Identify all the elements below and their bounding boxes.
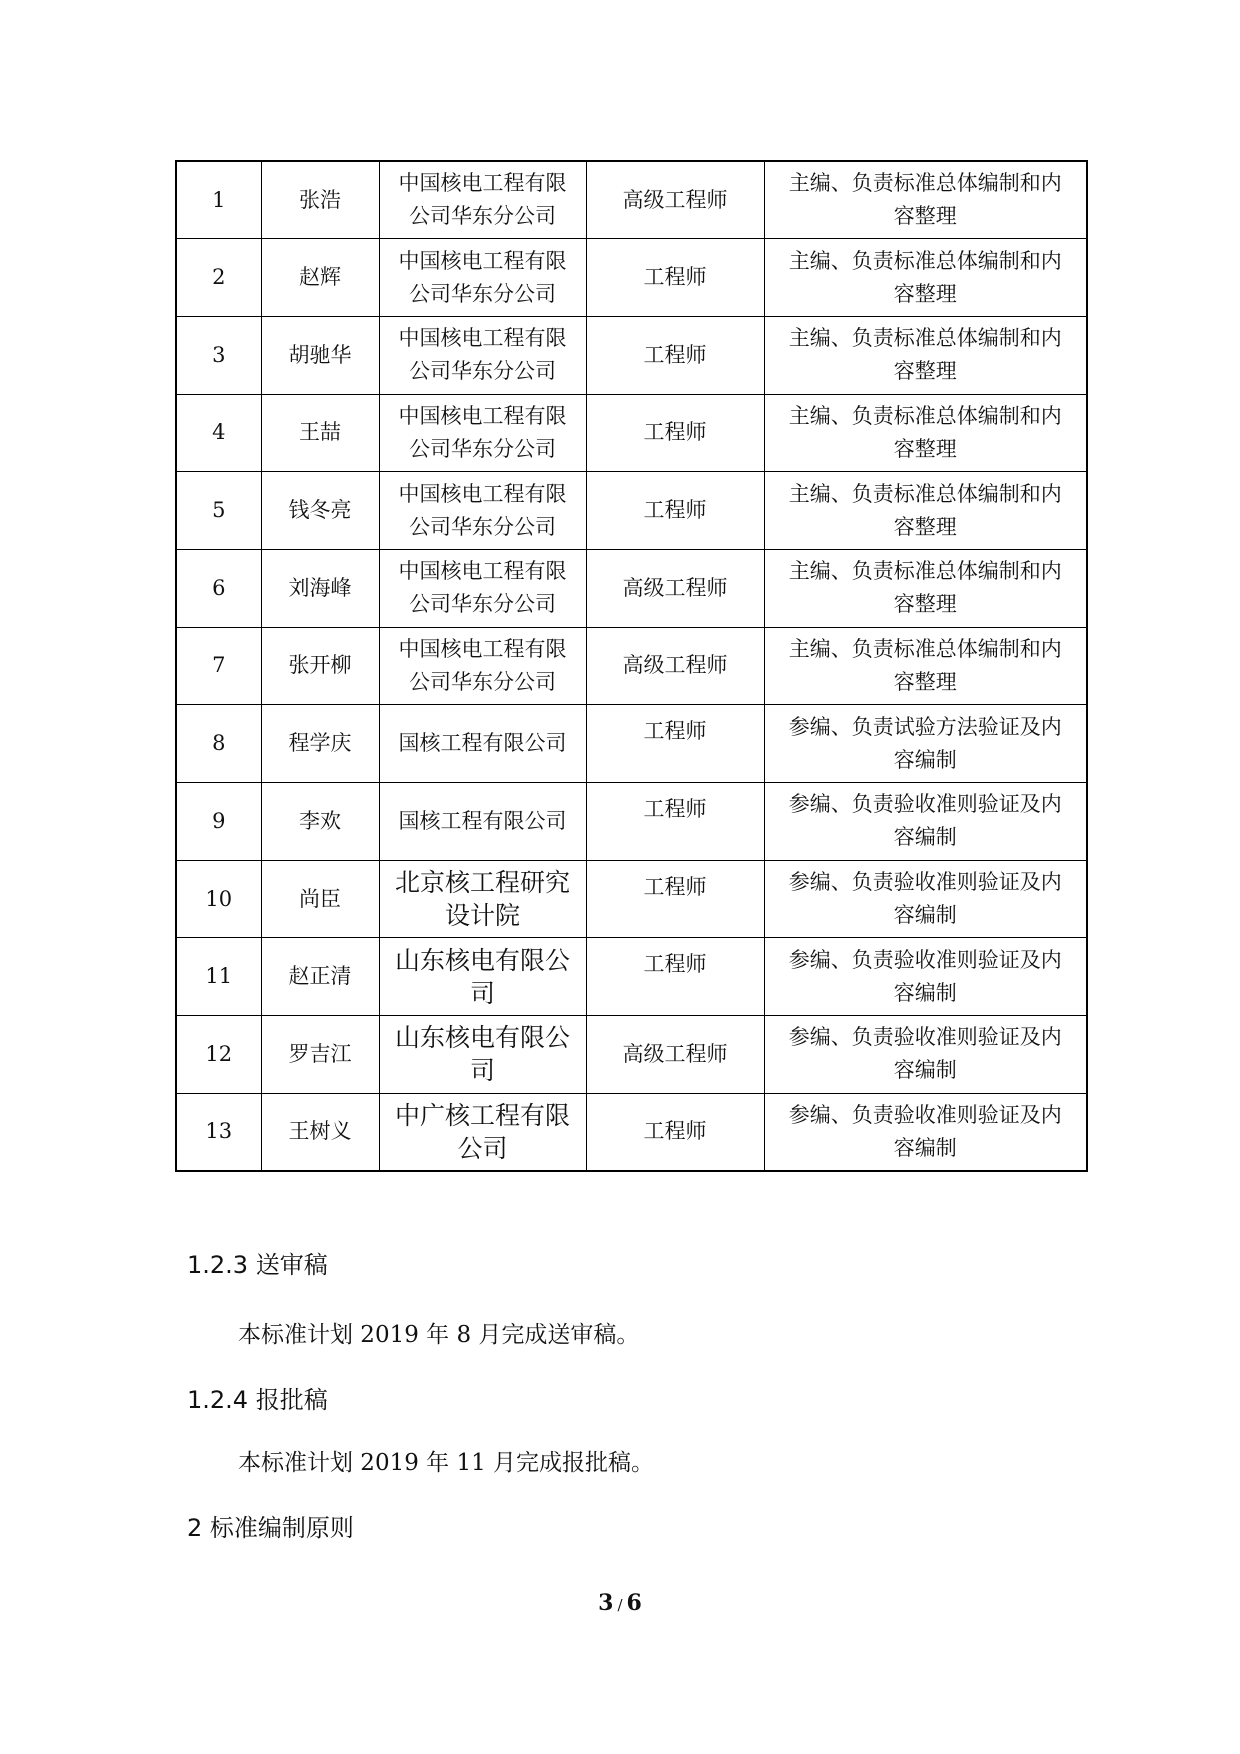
- cell-serial-number: [176, 549, 261, 627]
- job-title-text: 工程师: [643, 498, 707, 523]
- organization-line-1: 中国核电工程有限: [398, 326, 567, 351]
- responsibility-line-1: 主编、负责标准总体编制和内: [788, 171, 1062, 196]
- cell-serial-number: [176, 1093, 261, 1171]
- responsibility-line-2: 容整理: [893, 592, 957, 617]
- responsibility-line-1: 参编、负责验收准则验证及内: [788, 947, 1062, 972]
- person-name-text: 罗吉江: [288, 1041, 352, 1066]
- cell-job-title: [586, 161, 764, 239]
- person-name-text: 李欢: [299, 808, 341, 833]
- cell-responsibility: [764, 860, 1087, 938]
- responsibility-line-2: 容编制: [893, 747, 957, 772]
- cell-name: [261, 316, 379, 394]
- serial-number-text: 10: [205, 886, 233, 911]
- cell-organization: [379, 472, 586, 550]
- organization-line-1: 中国核电工程有限: [398, 481, 567, 506]
- responsibility-line-1: 主编、负责标准总体编制和内: [788, 403, 1062, 428]
- cell-job-title: [586, 316, 764, 394]
- job-title-text: 工程师: [643, 874, 707, 899]
- cell-serial-number: [176, 1016, 261, 1094]
- organization-line-2: 公司华东分公司: [409, 669, 556, 694]
- cell-job-title: [586, 549, 764, 627]
- table-row: [176, 938, 1087, 1016]
- responsibility-line-2: 容编制: [893, 1058, 957, 1083]
- cell-job-title: [586, 783, 764, 861]
- organization-line-2: 公司华东分公司: [409, 281, 556, 306]
- responsibility-line-2: 容整理: [893, 514, 957, 539]
- cell-job-title: [586, 938, 764, 1016]
- current-page-number: 3: [598, 1590, 614, 1616]
- serial-number-text: 3: [212, 342, 226, 367]
- cell-serial-number: [176, 316, 261, 394]
- cell-responsibility: [764, 1016, 1087, 1094]
- table-row: [176, 239, 1087, 317]
- cell-name: [261, 938, 379, 1016]
- drafting-staff-table: [175, 160, 1088, 1172]
- cell-serial-number: [176, 938, 261, 1016]
- organization-line-2: 司: [469, 1056, 495, 1086]
- cell-serial-number: [176, 860, 261, 938]
- serial-number-text: 8: [212, 731, 226, 756]
- cell-organization: [379, 1093, 586, 1171]
- serial-number-text: 9: [212, 808, 226, 833]
- person-name-text: 张浩: [299, 187, 341, 212]
- cell-organization: [379, 783, 586, 861]
- organization-line-2: 公司华东分公司: [409, 592, 556, 617]
- cell-organization: [379, 239, 586, 317]
- organization-line-1: 北京核工程研究: [394, 868, 570, 898]
- cell-name: [261, 1016, 379, 1094]
- responsibility-line-2: 容整理: [893, 204, 957, 229]
- cell-job-title: [586, 705, 764, 783]
- cell-job-title: [586, 627, 764, 705]
- cell-serial-number: [176, 705, 261, 783]
- job-title-text: 工程师: [643, 1119, 707, 1144]
- cell-responsibility: [764, 938, 1087, 1016]
- job-title-text: 工程师: [643, 797, 707, 821]
- job-title-text: 高级工程师: [622, 1041, 728, 1066]
- section-heading-1-2-4: 1.2.4 报批稿: [187, 1386, 328, 1414]
- serial-number-text: 11: [205, 964, 233, 989]
- page-number: [0, 1590, 1240, 1616]
- organization-line-2: 司: [469, 978, 495, 1008]
- responsibility-line-1: 主编、负责标准总体编制和内: [788, 636, 1062, 661]
- total-pages-number: 6: [626, 1590, 642, 1616]
- serial-number-text: 6: [212, 575, 226, 600]
- serial-number-text: 1: [212, 187, 226, 212]
- cell-serial-number: [176, 239, 261, 317]
- organization-line-2: 公司华东分公司: [409, 204, 556, 229]
- section-heading-1-2-3: 1.2.3 送审稿: [187, 1251, 328, 1279]
- cell-serial-number: [176, 627, 261, 705]
- cell-organization: [379, 394, 586, 472]
- serial-number-text: 4: [212, 420, 226, 445]
- cell-organization: [379, 627, 586, 705]
- responsibility-line-1: 参编、负责验收准则验证及内: [788, 792, 1062, 817]
- table-row: [176, 472, 1087, 550]
- organization-line-1: 山东核电有限公: [394, 1023, 570, 1053]
- responsibility-line-1: 主编、负责标准总体编制和内: [788, 248, 1062, 273]
- cell-responsibility: [764, 549, 1087, 627]
- responsibility-line-1: 参编、负责试验方法验证及内: [788, 714, 1062, 739]
- job-title-text: 工程师: [643, 342, 707, 367]
- cell-serial-number: [176, 783, 261, 861]
- serial-number-text: 5: [212, 498, 226, 523]
- cell-job-title: [586, 1093, 764, 1171]
- person-name-text: 程学庆: [288, 731, 352, 756]
- cell-organization: [379, 161, 586, 239]
- serial-number-text: 12: [205, 1041, 233, 1066]
- organization-line-2: 设计院: [444, 901, 520, 931]
- cell-name: [261, 161, 379, 239]
- person-name-text: 尚臣: [299, 886, 341, 911]
- organization-line-1: 中广核工程有限: [394, 1100, 570, 1130]
- organization-line-2: 公司华东分公司: [409, 359, 556, 384]
- cell-job-title: [586, 394, 764, 472]
- organization-line-1: 山东核电有限公: [394, 945, 570, 975]
- cell-name: [261, 1093, 379, 1171]
- cell-job-title: [586, 472, 764, 550]
- organization-line-1: 中国核电工程有限: [398, 403, 567, 428]
- cell-name: [261, 239, 379, 317]
- job-title-text: 工程师: [643, 719, 707, 744]
- section-heading-2: 2 标准编制原则: [187, 1514, 354, 1542]
- staff-table-body: [176, 161, 1087, 1171]
- cell-organization: [379, 705, 586, 783]
- table-row: [176, 783, 1087, 861]
- cell-name: [261, 705, 379, 783]
- cell-name: [261, 549, 379, 627]
- responsibility-line-2: 容编制: [893, 980, 957, 1005]
- cell-responsibility: [764, 783, 1087, 861]
- responsibility-line-1: 主编、负责标准总体编制和内: [788, 326, 1062, 351]
- section-text-1-2-4: 本标准计划 2019 年 11 月完成报批稿。: [238, 1450, 655, 1476]
- cell-responsibility: [764, 1093, 1087, 1171]
- cell-responsibility: [764, 472, 1087, 550]
- organization-line-1: 中国核电工程有限: [398, 636, 567, 661]
- table-row: [176, 627, 1087, 705]
- organization-line-2: 公司华东分公司: [409, 514, 556, 539]
- person-name-text: 赵正清: [288, 964, 352, 989]
- page-separator: /: [617, 1596, 623, 1614]
- organization-line-2: 公司: [457, 1133, 508, 1163]
- job-title-text: 工程师: [643, 420, 707, 445]
- responsibility-line-2: 容编制: [893, 903, 957, 928]
- cell-name: [261, 472, 379, 550]
- table-row: [176, 1093, 1087, 1171]
- person-name-text: 王树义: [288, 1119, 352, 1144]
- serial-number-text: 2: [212, 265, 226, 290]
- section-text-1-2-3: 本标准计划 2019 年 8 月完成送审稿。: [238, 1322, 640, 1348]
- cell-job-title: [586, 860, 764, 938]
- cell-responsibility: [764, 161, 1087, 239]
- organization-line-2: 公司华东分公司: [409, 436, 556, 461]
- cell-responsibility: [764, 627, 1087, 705]
- person-name-text: 胡驰华: [288, 342, 352, 367]
- organization-line-1: 国核工程有限公司: [398, 731, 567, 756]
- cell-serial-number: [176, 161, 261, 239]
- job-title-text: 工程师: [643, 265, 707, 290]
- person-name-text: 王喆: [299, 420, 341, 445]
- cell-organization: [379, 549, 586, 627]
- cell-responsibility: [764, 316, 1087, 394]
- cell-organization: [379, 938, 586, 1016]
- cell-name: [261, 860, 379, 938]
- person-name-text: 张开柳: [288, 653, 352, 678]
- person-name-text: 钱冬亮: [288, 498, 352, 523]
- responsibility-line-2: 容整理: [893, 669, 957, 694]
- cell-name: [261, 627, 379, 705]
- table-row: [176, 549, 1087, 627]
- table-row: [176, 860, 1087, 938]
- table-row: [176, 705, 1087, 783]
- serial-number-text: 13: [205, 1119, 233, 1144]
- responsibility-line-2: 容编制: [893, 825, 957, 850]
- responsibility-line-1: 参编、负责验收准则验证及内: [788, 870, 1062, 895]
- table-row: [176, 161, 1087, 239]
- cell-organization: [379, 860, 586, 938]
- job-title-text: 高级工程师: [622, 187, 728, 212]
- cell-responsibility: [764, 394, 1087, 472]
- cell-organization: [379, 316, 586, 394]
- responsibility-line-2: 容编制: [893, 1135, 957, 1160]
- cell-responsibility: [764, 239, 1087, 317]
- responsibility-line-2: 容整理: [893, 281, 957, 306]
- cell-responsibility: [764, 705, 1087, 783]
- cell-name: [261, 783, 379, 861]
- person-name-text: 刘海峰: [288, 575, 352, 600]
- responsibility-line-1: 主编、负责标准总体编制和内: [788, 559, 1062, 584]
- cell-job-title: [586, 239, 764, 317]
- table-row: [176, 394, 1087, 472]
- organization-line-1: 国核工程有限公司: [398, 808, 567, 833]
- responsibility-line-2: 容整理: [893, 436, 957, 461]
- job-title-text: 高级工程师: [622, 575, 728, 600]
- serial-number-text: 7: [212, 653, 226, 678]
- job-title-text: 工程师: [643, 952, 707, 977]
- organization-line-1: 中国核电工程有限: [398, 171, 567, 196]
- cell-name: [261, 394, 379, 472]
- cell-job-title: [586, 1016, 764, 1094]
- cell-organization: [379, 1016, 586, 1094]
- organization-line-1: 中国核电工程有限: [398, 248, 567, 273]
- responsibility-line-1: 参编、负责验收准则验证及内: [788, 1102, 1062, 1127]
- cell-serial-number: [176, 472, 261, 550]
- job-title-text: 高级工程师: [622, 653, 728, 678]
- responsibility-line-1: 主编、负责标准总体编制和内: [788, 481, 1062, 506]
- table-row: [176, 1016, 1087, 1094]
- cell-serial-number: [176, 394, 261, 472]
- table-row: [176, 316, 1087, 394]
- person-name-text: 赵辉: [299, 265, 341, 290]
- responsibility-line-2: 容整理: [893, 359, 957, 384]
- organization-line-1: 中国核电工程有限: [398, 559, 567, 584]
- responsibility-line-1: 参编、负责验收准则验证及内: [788, 1025, 1062, 1050]
